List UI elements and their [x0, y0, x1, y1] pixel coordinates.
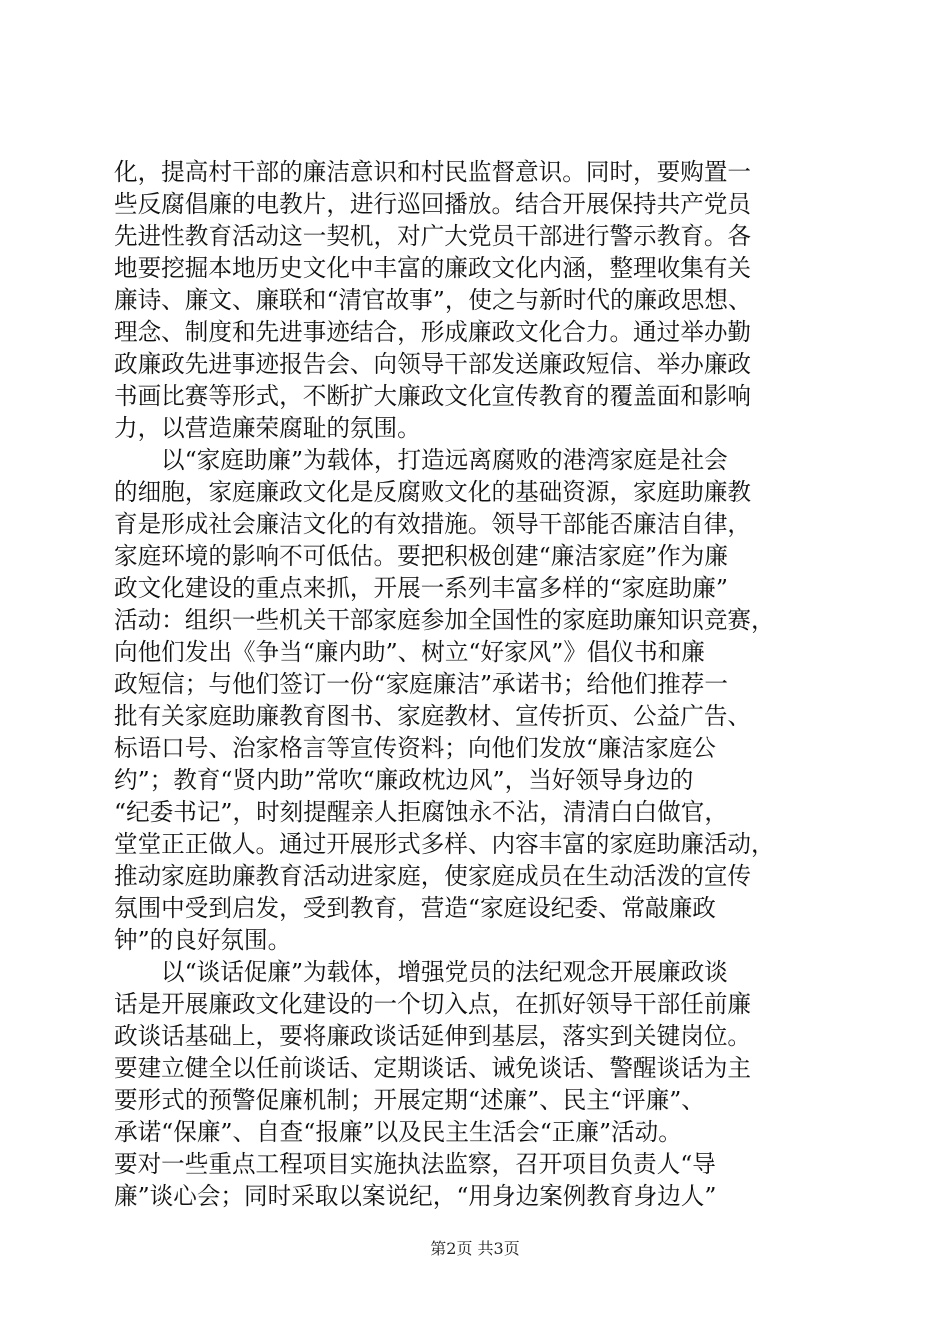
document-body	[114, 156, 844, 1212]
text-line: 约”；教育“贤内助”常吹“廉政枕边风”，当好领导身边的	[114, 766, 694, 794]
text-line: “纪委书记”，时刻提醒亲人拒腐蚀永不沾，清清白白做官，	[114, 798, 728, 826]
text-line: 理念、制度和先进事迹结合，形成廉政文化合力。通过举办勤	[114, 318, 752, 346]
text-line: 以“家庭助廉”为载体，打造远离腐败的港湾家庭是社会	[161, 446, 728, 474]
text-line: 政短信；与他们签订一份“家庭廉洁”承诺书；给他们推荐一	[114, 670, 728, 698]
text-line: 以“谈话促廉”为载体，增强党员的法纪观念开展廉政谈	[161, 958, 728, 986]
text-line: 廉”谈心会；同时采取以案说纪，“用身边案例教育身边人”	[114, 1182, 717, 1210]
text-line: 推动家庭助廉教育活动进家庭，使家庭成员在生动活泼的宣传	[114, 862, 752, 890]
text-line: 要建立健全以任前谈话、定期谈话、诫免谈话、警醒谈话为主	[114, 1054, 752, 1082]
text-line: 标语口号、治家格言等宣传资料；向他们发放“廉洁家庭公	[114, 734, 716, 762]
text-line: 育是形成社会廉洁文化的有效措施。领导干部能否廉洁自律，	[114, 510, 752, 538]
text-line: 要对一些重点工程项目实施执法监察，召开项目负责人“导	[114, 1150, 716, 1178]
text-line: 先进性教育活动这一契机，对广大党员干部进行警示教育。各	[114, 222, 752, 250]
text-line: 家庭环境的影响不可低估。要把积极创建“廉洁家庭”作为廉	[114, 542, 728, 570]
text-line: 的细胞，家庭廉政文化是反腐败文化的基础资源，家庭助廉教	[114, 478, 752, 506]
text-line: 话是开展廉政文化建设的一个切入点，在抓好领导干部任前廉	[114, 990, 752, 1018]
text-line: 堂堂正正做人。通过开展形式多样、内容丰富的家庭助廉活动，	[114, 830, 775, 858]
text-line: 要形式的预警促廉机制；开展定期“述廉”、民主“评廉”、	[114, 1086, 705, 1114]
text-line: 钟”的良好氛围。	[114, 926, 292, 954]
text-line: 些反腐倡廉的电教片，进行巡回播放。结合开展保持共产党员	[114, 190, 752, 218]
text-line: 活动：组织一些机关干部家庭参加全国性的家庭助廉知识竞赛，	[114, 606, 775, 634]
text-line: 地要挖掘本地历史文化中丰富的廉政文化内涵，整理收集有关	[114, 254, 752, 282]
text-line: 氛围中受到启发，受到教育，营造“家庭设纪委、常敲廉政	[114, 894, 716, 922]
text-line: 向他们发出《争当“廉内助”、树立“好家风”》倡仪书和廉	[114, 638, 705, 666]
text-line: 政谈话基础上，要将廉政谈话延伸到基层，落实到关键岗位。	[114, 1022, 752, 1050]
paragraph	[114, 956, 844, 1212]
text-line: 批有关家庭助廉教育图书、家庭教材、宣传折页、公益广告、	[114, 702, 752, 730]
text-line: 书画比赛等形式，不断扩大廉政文化宣传教育的覆盖面和影响	[114, 382, 752, 410]
text-line: 承诺“保廉”、自查“报廉”以及民主生活会“正廉”活动。	[114, 1118, 682, 1146]
text-line: 廉诗、廉文、廉联和“清官故事”，使之与新时代的廉政思想、	[114, 286, 752, 314]
page-footer: 第2页 共3页	[430, 1239, 520, 1258]
text-line: 政文化建设的重点来抓，开展一系列丰富多样的“家庭助廉”	[114, 574, 728, 602]
text-line: 化，提高村干部的廉洁意识和村民监督意识。同时，要购置一	[114, 158, 752, 186]
text-line: 力，以营造廉荣腐耻的氛围。	[114, 414, 421, 442]
paragraph	[114, 156, 844, 444]
paragraph	[114, 444, 844, 956]
text-line: 政廉政先进事迹报告会、向领导干部发送廉政短信、举办廉政	[114, 350, 752, 378]
